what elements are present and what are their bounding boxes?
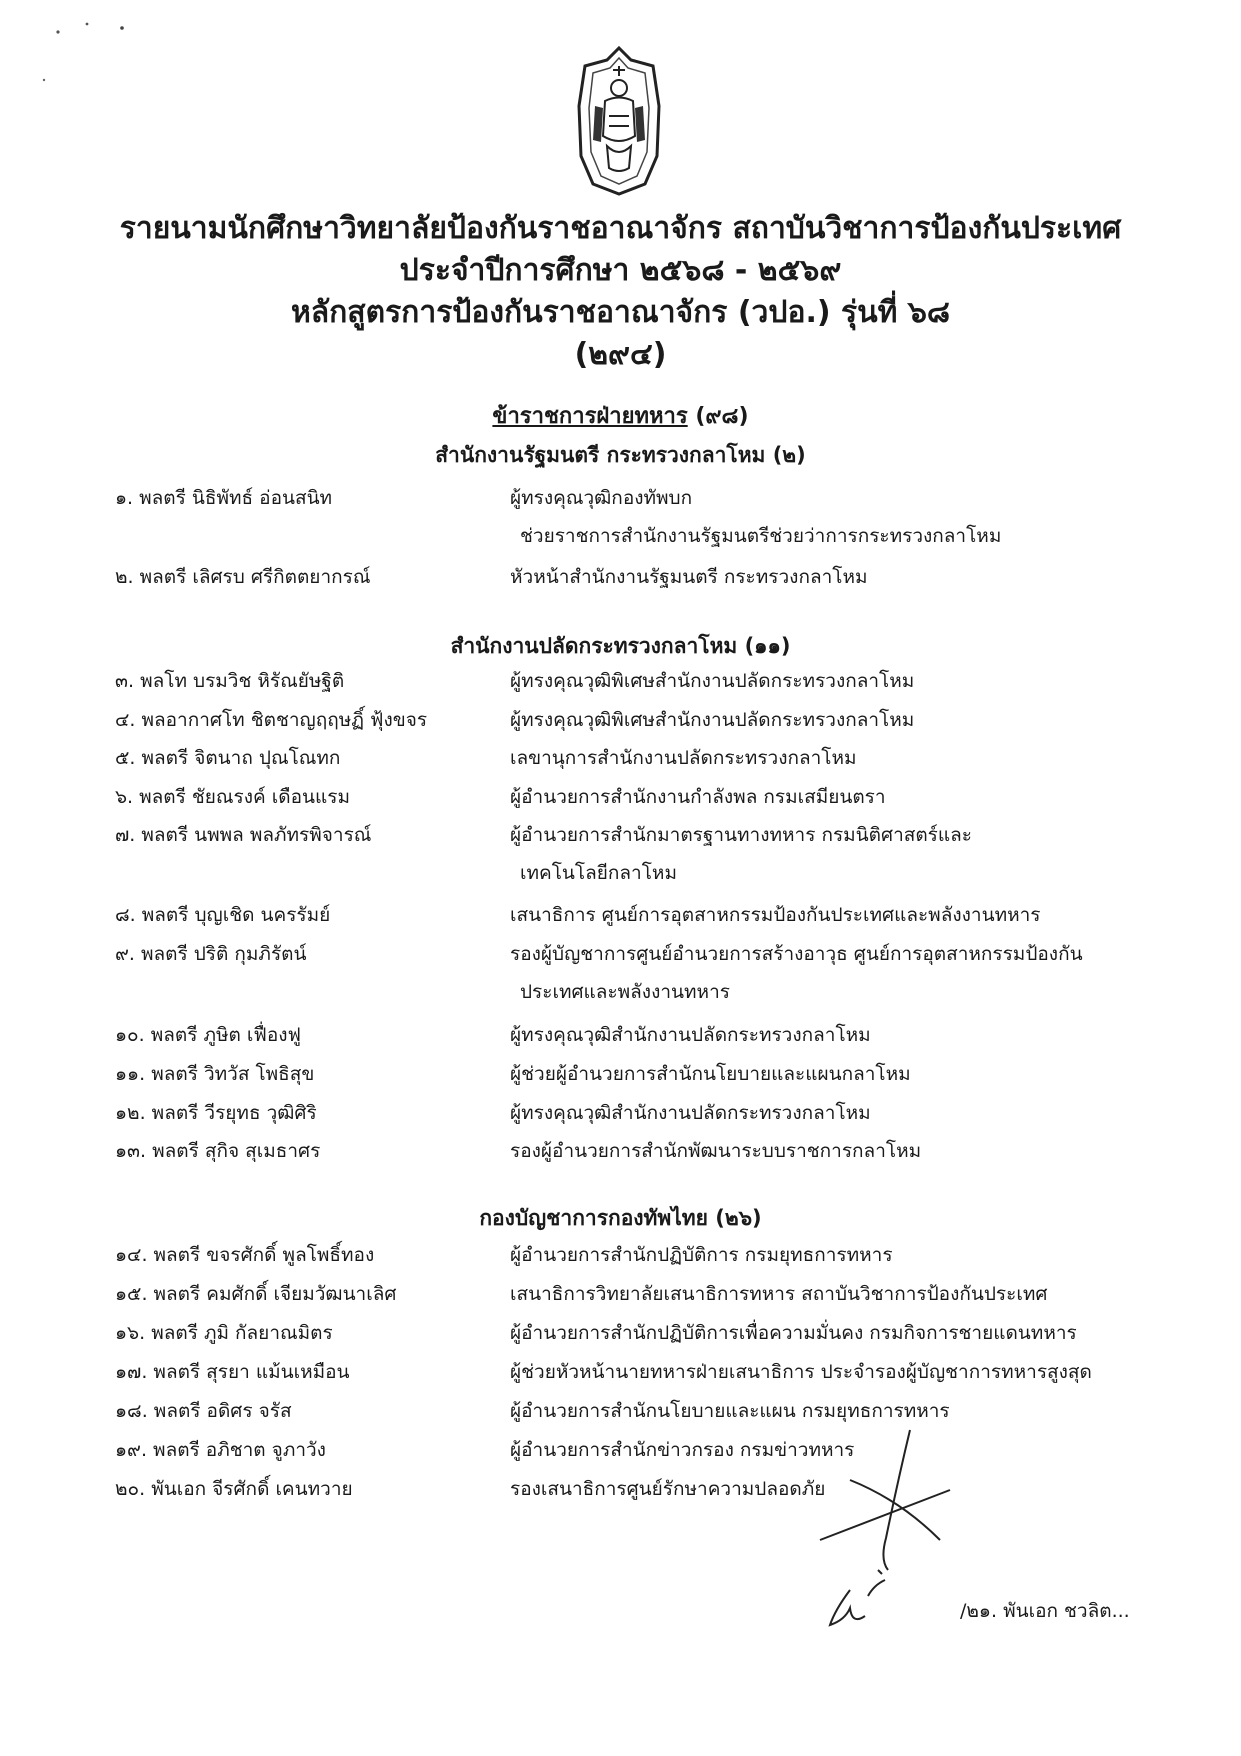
member-position: ผู้ทรงคุณวุฒิพิเศษสำนักงานปลัดกระทรวงกลาโหม xyxy=(510,709,915,731)
member-position: ผู้ทรงคุณวุฒิสำนักงานปลัดกระทรวงกลาโหม xyxy=(510,1024,871,1046)
member-position: ผู้อำนวยการสำนักงานกำลังพล กรมเสมียนตรา xyxy=(510,786,886,808)
member-name: ๓. พลโท บรมวิช หิรัณยัษฐิติ xyxy=(115,670,345,692)
section-heading: สำนักงานปลัดกระทรวงกลาโหม (๑๑) xyxy=(450,634,791,658)
member-name: ๑. พลตรี นิธิพัทธ์ อ่อนสนิท xyxy=(115,487,333,509)
section-heading: สำนักงานรัฐมนตรี กระทรวงกลาโหม (๒) xyxy=(435,443,806,467)
member-position: รองผู้อำนวยการสำนักพัฒนาระบบราชการกลาโหม xyxy=(510,1140,922,1162)
member-name: ๑๖. พลตรี ภูมิ กัลยาณมิตร xyxy=(115,1322,333,1344)
member-name: ๘. พลตรี บุญเชิด นครรัมย์ xyxy=(115,904,331,926)
document-title xyxy=(0,208,1241,376)
continuation-note: /๒๑. พันเอก ชวลิต... xyxy=(960,1600,1130,1622)
category-label: ข้าราชการฝ่ายทหาร xyxy=(492,404,688,429)
member-position: ผู้อำนวยการสำนักข่าวกรอง กรมข่าวทหาร xyxy=(510,1439,855,1461)
handwritten-signature xyxy=(790,1420,990,1670)
member-name: ๙. พลตรี ปริติ กุมภิรัตน์ xyxy=(115,943,307,965)
member-name: ๑๙. พลตรี อภิชาต จูภาวัง xyxy=(115,1439,326,1461)
member-name: ๑๑. พลตรี วิทวัส โพธิสุข xyxy=(115,1063,315,1085)
member-position: ผู้อำนวยการสำนักมาตรฐานทางทหาร กรมนิติศาสตร์และ xyxy=(510,824,972,846)
member-name: ๒. พลตรี เลิศรบ ศรีกิตตยากรณ์ xyxy=(115,566,371,588)
member-name: ๑๗. พลตรี สุรยา แม้นเหมือน xyxy=(115,1361,350,1383)
title-line: หลักสูตรการป้องกันราชอาณาจักร (วปอ.) รุ่นที่ ๖๘ xyxy=(290,295,951,330)
member-position-cont: เทคโนโลยีกลาโหม xyxy=(520,862,677,884)
member-position: เสนาธิการวิทยาลัยเสนาธิการทหาร สถาบันวิชาการป้องกันประเทศ xyxy=(510,1283,1048,1305)
member-name: ๑๕. พลตรี คมศักดิ์ เจียมวัฒนาเลิศ xyxy=(115,1283,397,1305)
member-position: ผู้ช่วยหัวหน้านายทหารฝ่ายเสนาธิการ ประจำรองผู้บัญชาการทหารสูงสุด xyxy=(510,1361,1092,1383)
institution-emblem-icon xyxy=(573,46,665,196)
member-name: ๗. พลตรี นพพล พลภัทรพิจารณ์ xyxy=(115,824,372,846)
member-position: ผู้ทรงคุณวุฒิสำนักงานปลัดกระทรวงกลาโหม xyxy=(510,1102,871,1124)
member-name: ๑๓. พลตรี สุกิจ สุเมธาศร xyxy=(115,1140,321,1162)
member-position: เสนาธิการ ศูนย์การอุตสาหกรรมป้องกันประเทศและพลังงานทหาร xyxy=(510,904,1041,926)
category-heading xyxy=(0,398,1241,472)
member-name: ๔. พลอากาศโท ชิตชาญฤฤษฏิ์ ฟุ้งขจร xyxy=(115,709,428,731)
member-position: ผู้ทรงคุณวุฒิกองทัพบก xyxy=(510,487,693,509)
member-name: ๒๐. พันเอก จีรศักดิ์ เคนทวาย xyxy=(115,1478,353,1500)
section-heading: กองบัญชาการกองทัพไทย (๒๖) xyxy=(479,1206,762,1230)
category-count: (๙๘) xyxy=(695,404,749,429)
member-position: ผู้ช่วยผู้อำนวยการสำนักนโยบายและแผนกลาโหม xyxy=(510,1063,911,1085)
title-line: (๒๙๔) xyxy=(574,337,667,372)
member-position-cont: ช่วยราชการสำนักงานรัฐมนตรีช่วยว่าการกระทรวงกลาโหม xyxy=(520,525,1002,547)
member-name: ๖. พลตรี ชัยณรงค์ เดือนแรม xyxy=(115,786,350,808)
member-position: ผู้ทรงคุณวุฒิพิเศษสำนักงานปลัดกระทรวงกลาโหม xyxy=(510,670,915,692)
member-position: รองเสนาธิการศูนย์รักษาความปลอดภัย xyxy=(510,1478,826,1500)
scan-marks xyxy=(30,10,150,90)
member-position: ผู้อำนวยการสำนักนโยบายและแผน กรมยุทธการทหาร xyxy=(510,1400,950,1422)
member-position: เลขานุการสำนักงานปลัดกระทรวงกลาโหม xyxy=(510,747,857,769)
member-position: รองผู้บัญชาการศูนย์อำนวยการสร้างอาวุธ ศูนย์การอุตสาหกรรมป้องกัน xyxy=(510,943,1083,965)
member-name: ๕. พลตรี จิตนาถ ปุณโณทก xyxy=(115,747,341,769)
member-position-cont: ประเทศและพลังงานทหาร xyxy=(520,981,730,1003)
member-name: ๑๐. พลตรี ภูษิต เฟื่องฟู xyxy=(115,1024,302,1046)
member-name: ๑๒. พลตรี วีรยุทธ วุฒิศิริ xyxy=(115,1102,317,1124)
member-name: ๑๘. พลตรี อดิศร จรัส xyxy=(115,1400,292,1422)
member-position: ผู้อำนวยการสำนักปฏิบัติการเพื่อความมั่นคง กรมกิจการชายแดนทหาร xyxy=(510,1322,1077,1344)
member-position: ผู้อำนวยการสำนักปฏิบัติการ กรมยุทธการทหาร xyxy=(510,1244,893,1266)
member-position: หัวหน้าสำนักงานรัฐมนตรี กระทรวงกลาโหม xyxy=(510,566,868,588)
member-name: ๑๔. พลตรี ขจรศักดิ์ พูลโพธิ์ทอง xyxy=(115,1244,375,1266)
title-line: ประจำปีการศึกษา ๒๕๖๘ - ๒๕๖๙ xyxy=(399,253,842,288)
title-line: รายนามนักศึกษาวิทยาลัยป้องกันราชอาณาจักร สถาบันวิชาการป้องกันประเทศ xyxy=(119,211,1122,246)
